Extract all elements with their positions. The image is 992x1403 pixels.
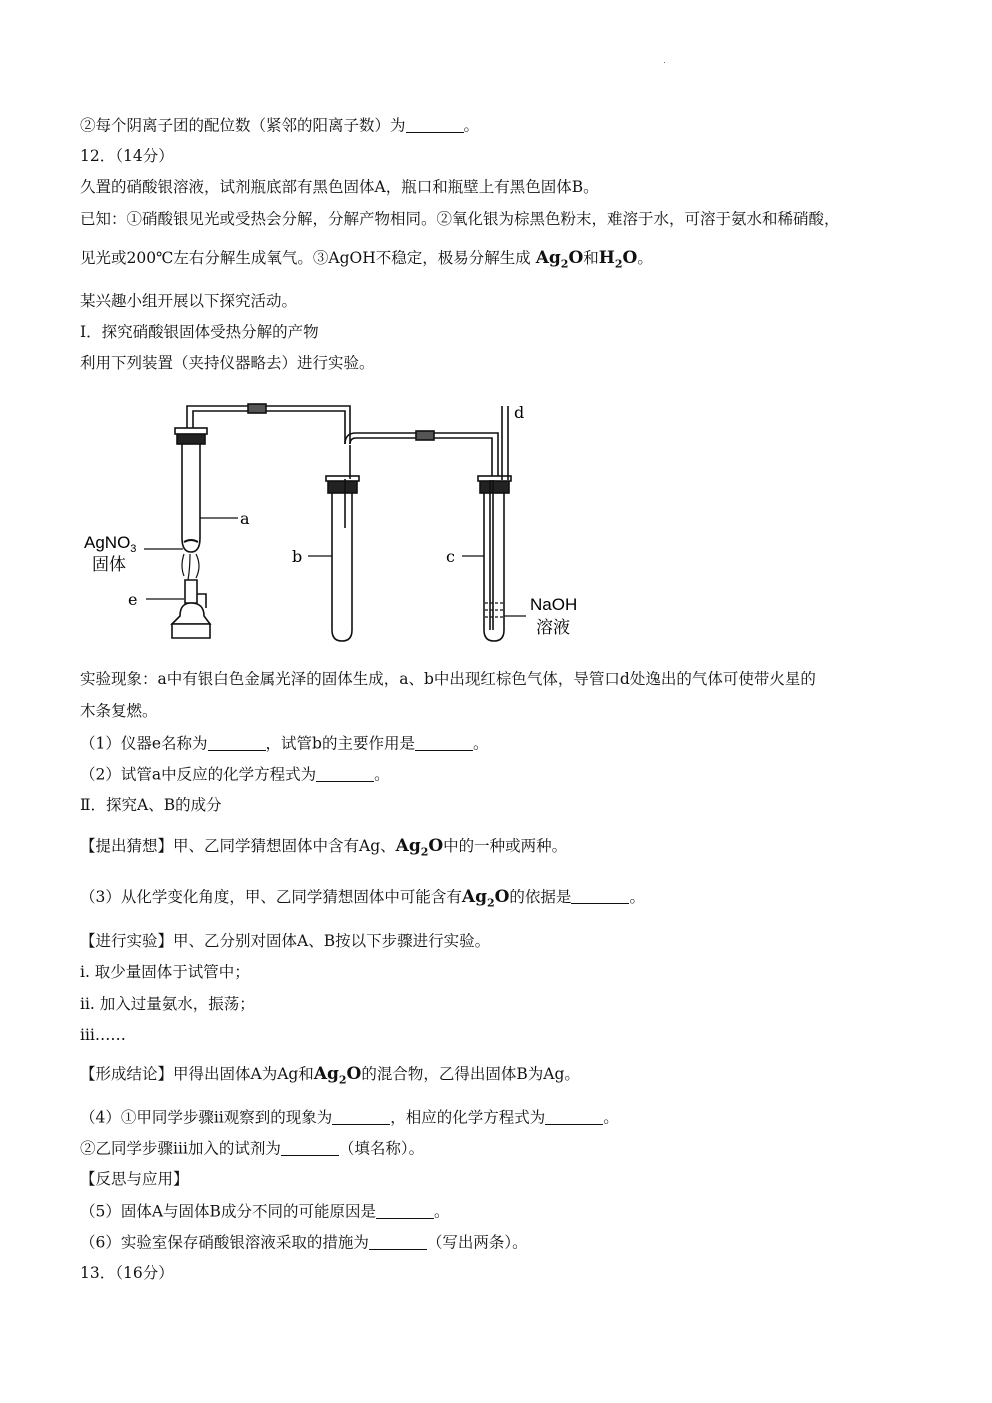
q12-intro: 久置的硝酸银溶液，试剂瓶底部有黑色固体A，瓶口和瓶壁上有黑色固体B。	[80, 178, 599, 196]
q12-part2-q3: （3）从化学变化角度，甲、乙同学猜想固体中可能含有$Ag_2O$的依据是 。	[80, 887, 645, 910]
stopper-a-rim	[175, 428, 207, 434]
label-agno3: AgNO$_3$	[84, 533, 137, 555]
step-2: ⅱ. 加入过量氨水，振荡；	[80, 995, 255, 1013]
label-d: d	[514, 403, 525, 422]
phenomenon-line2: 木条复燃。	[80, 702, 158, 720]
formula-ag2o: $Ag_2O$	[535, 248, 584, 271]
q12-part2-q5: （5）固体A与固体B成分不同的可能原因是 。	[80, 1202, 450, 1221]
label-b: b	[292, 547, 303, 566]
q12-part2-q6: （6）实验室保存硝酸银溶液采取的措施为 （写出两条）。	[80, 1233, 528, 1252]
phenomenon-line1: 实验现象：a中有银白色金属光泽的固体生成，a、b中出现红棕色气体，导管口d处逸出的气体可使带火星的	[80, 670, 816, 688]
q11-item2: ②每个阴离子团的配位数（紧邻的阳离子数）为 。	[80, 116, 480, 135]
scan-speck	[664, 62, 665, 63]
answer-blank[interactable]	[281, 1139, 339, 1156]
q13-header: 13．（16分）	[80, 1264, 174, 1282]
tube-d	[502, 406, 508, 480]
formula-ag2o: $Ag_2O$	[461, 887, 510, 910]
tube-b	[332, 493, 352, 641]
part2-title: Ⅱ．探究A、B的成分	[80, 796, 222, 814]
rubber-joint-2	[416, 431, 434, 440]
answer-blank[interactable]	[376, 1202, 434, 1219]
glass-tube-bc	[350, 438, 492, 480]
apparatus-figure	[80, 398, 600, 648]
q12-known-line2: 见光或200℃左右分解生成氧气。③AgOH不稳定，极易分解生成 $Ag_2O$和$H_2O$。	[80, 248, 653, 271]
answer-blank[interactable]	[571, 888, 629, 905]
formula-ag2o: $Ag_2O$	[395, 836, 444, 859]
reflect-title: 【反思与应用】	[80, 1170, 189, 1188]
lamp-wick	[185, 580, 197, 603]
formula-h2o: $H_2O$	[598, 248, 638, 271]
label-c: c	[446, 547, 455, 566]
label-solution: 溶液	[536, 618, 570, 638]
label-e: e	[128, 590, 138, 609]
label-a: a	[240, 509, 250, 528]
q12-known-line1: 已知：①硝酸银见光或受热会分解，分解产物相同。②氧化银为棕黑色粉末，难溶于水，可溶于氨水和稀硝酸，	[80, 210, 840, 228]
part1-title: Ⅰ．探究硝酸银固体受热分解的产物	[80, 323, 319, 341]
label-naoh: NaOH	[530, 595, 578, 614]
step-3: ⅲ……	[80, 1026, 126, 1044]
step-1: ⅰ. 取少量固体于试管中；	[80, 963, 250, 981]
answer-blank[interactable]	[545, 1108, 603, 1125]
experiment-intro: 【进行实验】甲、乙分别对固体A、B按以下步骤进行实验。	[80, 932, 491, 950]
label-agno3-solid: 固体	[92, 555, 126, 575]
answer-blank[interactable]	[406, 116, 464, 133]
q12-part1-q1: （1）仪器e名称为 ，试管b的主要作用是 。	[80, 734, 489, 753]
agno3-solid	[184, 540, 198, 542]
flame	[182, 554, 199, 580]
q12-part2-q4-2: ②乙同学步骤ⅲ加入的试剂为 （填名称）。	[80, 1139, 425, 1158]
conclusion-line: 【形成结论】甲得出固体A为Ag和$Ag_2O$的混合物，乙得出固体B为Ag。	[80, 1064, 580, 1087]
answer-blank[interactable]	[332, 1108, 390, 1125]
part1-device: 利用下列装置（夹持仪器略去）进行实验。	[80, 354, 375, 372]
answer-blank[interactable]	[208, 734, 266, 751]
rubber-joint-1	[248, 404, 266, 413]
q12-part1-q2: （2）试管a中反应的化学方程式为 。	[80, 765, 390, 784]
guess-line: 【提出猜想】甲、乙同学猜想固体中含有Ag、$Ag_2O$中的一种或两种。	[80, 836, 568, 859]
answer-blank[interactable]	[415, 734, 473, 751]
answer-blank[interactable]	[316, 765, 374, 782]
q12-header: 12．（14分）	[80, 147, 174, 165]
q12-activity: 某兴趣小组开展以下探究活动。	[80, 292, 298, 310]
tube-a	[182, 444, 200, 552]
q12-part2-q4: （4）①甲同学步骤ⅱ观察到的现象为 ，相应的化学方程式为 。	[80, 1108, 619, 1127]
alcohol-lamp	[172, 603, 210, 624]
formula-ag2o: $Ag_2O$	[313, 1064, 362, 1087]
tube-c	[484, 493, 504, 641]
answer-blank[interactable]	[369, 1233, 427, 1250]
